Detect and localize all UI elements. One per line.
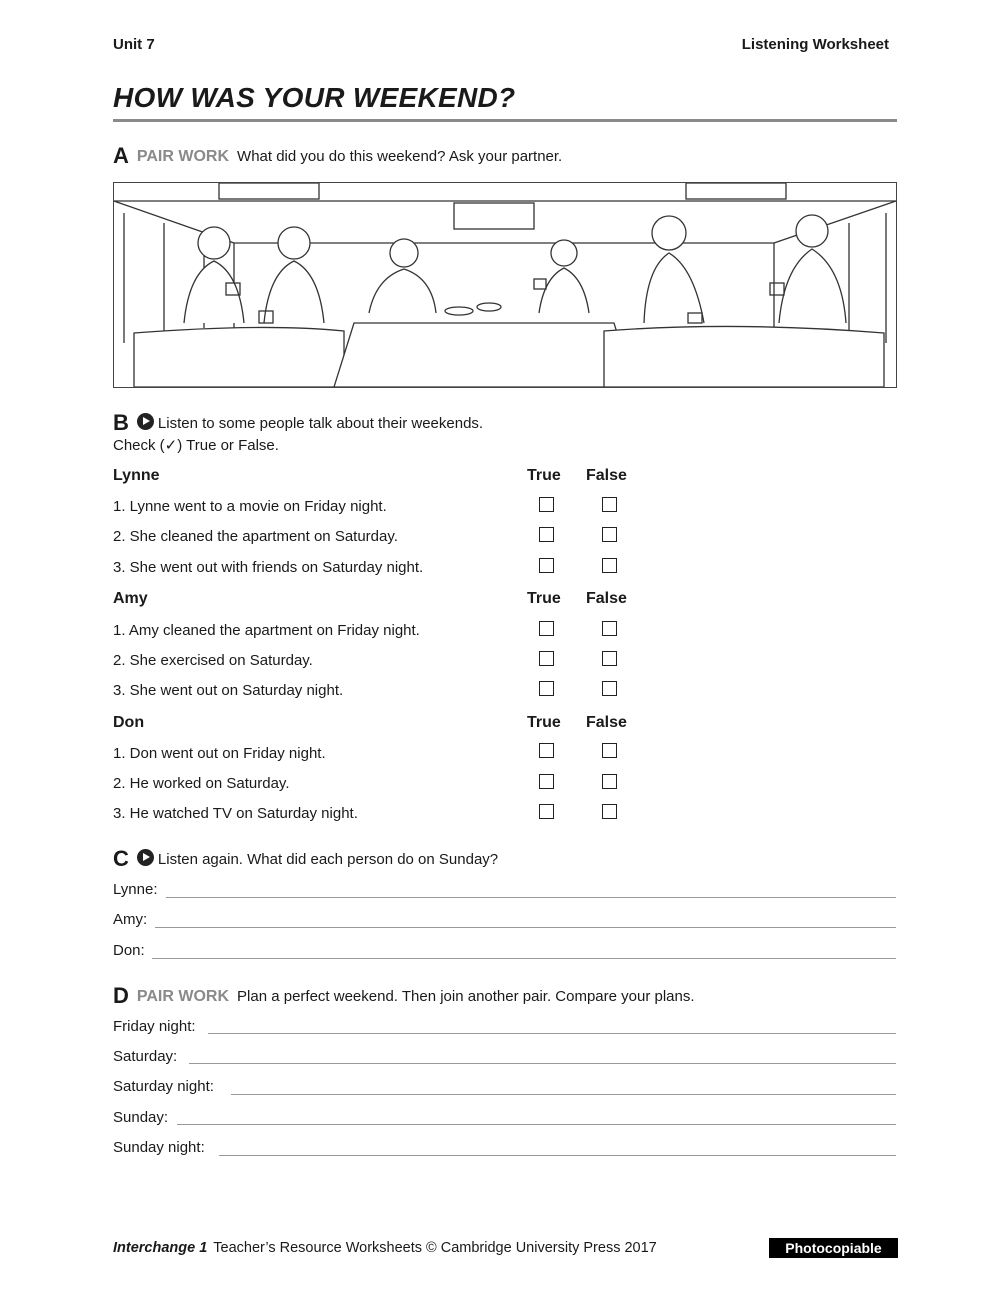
- true-checkbox[interactable]: [539, 651, 554, 666]
- false-header: False: [586, 714, 627, 731]
- false-checkbox[interactable]: [602, 774, 617, 789]
- person-name-amy: Amy: [113, 590, 148, 607]
- answer-line[interactable]: [152, 958, 896, 959]
- statement: 1. Lynne went to a movie on Friday night.: [113, 498, 387, 515]
- footer-credit: [113, 1240, 657, 1256]
- plan-label: Saturday:: [113, 1048, 178, 1065]
- true-checkbox[interactable]: [539, 804, 554, 819]
- false-checkbox[interactable]: [602, 558, 617, 573]
- false-header: False: [586, 467, 627, 484]
- book-title: Interchange 1: [113, 1240, 208, 1256]
- section-d-heading: [113, 983, 695, 1009]
- plan-line[interactable]: [208, 1033, 896, 1034]
- person-name-lynne: Lynne: [113, 467, 160, 484]
- answer-label: Amy:: [113, 911, 148, 928]
- plan-line[interactable]: [219, 1155, 896, 1156]
- statement: 2. She exercised on Saturday.: [113, 652, 313, 669]
- section-b-heading: [113, 410, 483, 436]
- audio-play-icon[interactable]: [137, 849, 154, 866]
- plan-label: Sunday:: [113, 1109, 169, 1126]
- section-a-heading: [113, 143, 562, 169]
- answer-label: Lynne:: [113, 881, 158, 898]
- section-a-tag: PAIR WORK: [136, 148, 230, 165]
- title-rule: [113, 119, 897, 122]
- true-header: True: [527, 590, 561, 607]
- true-checkbox[interactable]: [539, 681, 554, 696]
- section-c-text: Listen again. What did each person do on Sunday?: [157, 851, 499, 868]
- plan-line[interactable]: [231, 1094, 896, 1095]
- false-checkbox[interactable]: [602, 651, 617, 666]
- cafe-scene-drawing: [114, 183, 896, 387]
- false-checkbox[interactable]: [602, 621, 617, 636]
- statement: 3. She went out with friends on Saturday night.: [113, 559, 424, 576]
- statement: 3. He watched TV on Saturday night.: [113, 805, 358, 822]
- section-a-letter: A: [113, 143, 129, 168]
- plan-label: Friday night:: [113, 1018, 196, 1035]
- true-checkbox[interactable]: [539, 497, 554, 512]
- true-checkbox[interactable]: [539, 558, 554, 573]
- true-checkbox[interactable]: [539, 743, 554, 758]
- statement: 1. Don went out on Friday night.: [113, 745, 326, 762]
- answer-line[interactable]: [155, 927, 896, 928]
- unit-label: Unit 7: [113, 36, 155, 53]
- true-checkbox[interactable]: [539, 774, 554, 789]
- plan-label: Sunday night:: [113, 1139, 205, 1156]
- audio-play-icon[interactable]: [137, 413, 154, 430]
- false-header: False: [586, 590, 627, 607]
- plan-line[interactable]: [177, 1124, 896, 1125]
- section-a-text: What did you do this weekend? Ask your partner.: [237, 148, 563, 165]
- answer-label: Don:: [113, 942, 145, 959]
- answer-line[interactable]: [166, 897, 896, 898]
- plan-line[interactable]: [189, 1063, 896, 1064]
- page-title: HOW WAS YOUR WEEKEND?: [113, 82, 516, 113]
- section-d-text: Plan a perfect weekend. Then join another pair. Compare your plans.: [237, 988, 695, 1005]
- section-b-instruction-2: Check (✓) True or False.: [113, 437, 279, 454]
- false-checkbox[interactable]: [602, 497, 617, 512]
- true-header: True: [527, 467, 561, 484]
- true-header: True: [527, 714, 561, 731]
- copyright-text: Teacher’s Resource Worksheets © Cambridge University Press 2017: [213, 1240, 657, 1256]
- section-d-tag: PAIR WORK: [136, 988, 230, 1005]
- section-c-letter: C: [113, 846, 129, 871]
- statement: 3. She went out on Saturday night.: [113, 682, 344, 699]
- photocopiable-badge: Photocopiable: [769, 1238, 898, 1258]
- false-checkbox[interactable]: [602, 681, 617, 696]
- person-name-don: Don: [113, 714, 145, 731]
- true-checkbox[interactable]: [539, 621, 554, 636]
- section-c-heading: [113, 846, 498, 872]
- section-d-letter: D: [113, 983, 129, 1008]
- cafe-scene-illustration: [113, 182, 897, 388]
- false-checkbox[interactable]: [602, 804, 617, 819]
- section-b-letter: B: [113, 410, 129, 435]
- section-b-instruction: Listen to some people talk about their weekends.: [157, 415, 484, 432]
- plan-label: Saturday night:: [113, 1078, 214, 1095]
- statement: 2. She cleaned the apartment on Saturday.: [113, 528, 398, 545]
- true-checkbox[interactable]: [539, 527, 554, 542]
- statement: 2. He worked on Saturday.: [113, 775, 290, 792]
- false-checkbox[interactable]: [602, 527, 617, 542]
- false-checkbox[interactable]: [602, 743, 617, 758]
- statement: 1. Amy cleaned the apartment on Friday night.: [113, 622, 420, 639]
- worksheet-type: Listening Worksheet: [741, 36, 889, 53]
